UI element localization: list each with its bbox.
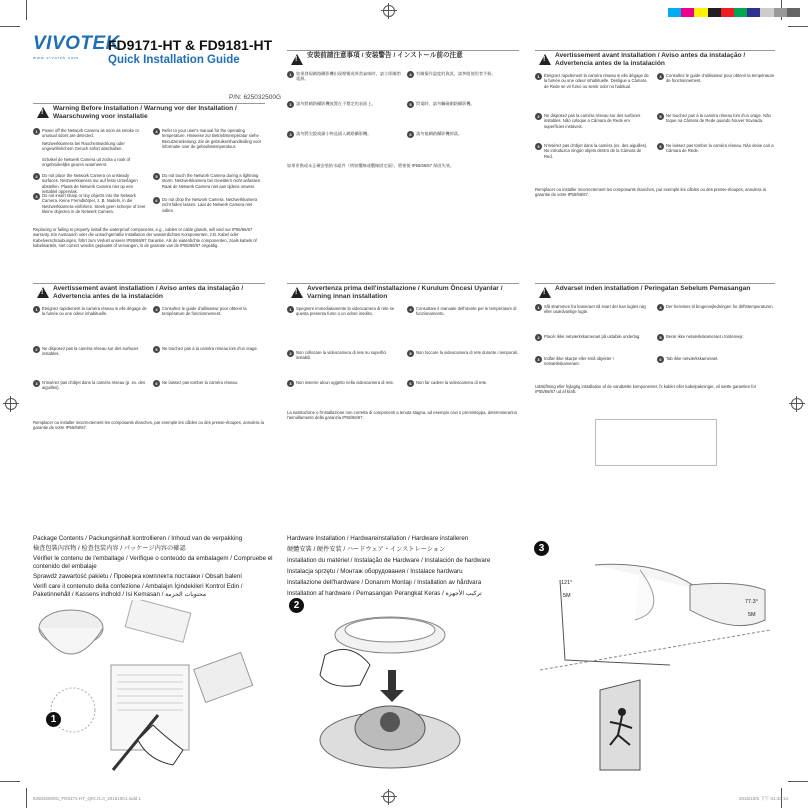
hardware-line: Instalacja sprzętu / Монтаж оборудования / Instalace hardwaru <box>287 568 463 575</box>
item-number: 5 <box>407 101 414 108</box>
item-number: 5 <box>153 346 160 353</box>
package-illustration <box>33 600 273 780</box>
item-number: 4 <box>153 306 160 313</box>
hardware-line: Installazione dell'hardware / Donanım Montajı / Installation av hårdvara <box>287 579 482 586</box>
package-line: Verifi care il contenuto della confezione / Ambalajın İçindekileri Kontrol Edin / Paketinnehåll / Kassens indhold / Isi Kemasan / محتويات الحزمة <box>33 583 243 598</box>
warranty-card-image <box>194 652 253 702</box>
item-number: 5 <box>657 334 664 341</box>
warning-item: Éteignez rapidement la caméra réseau si elle dégage de la fumée ou une odeur inhabituelle. Desligue a Câmara de Rede se vir fumo ou sentir odor no habitual. <box>544 73 649 89</box>
item-number: 3 <box>33 193 40 200</box>
item-number: 2 <box>33 173 40 180</box>
hardware-illustration <box>290 610 520 780</box>
warning-item: 有關操作溫度的資訊，請參閱使用者手冊。 <box>416 71 496 76</box>
item-number: 5 <box>657 113 664 120</box>
warning-section-cjk <box>287 50 519 261</box>
item-number: 6 <box>657 356 664 363</box>
warning-note: 如果更換或未正確安裝防水組件（例如纜線或纜線固定頭），將會使 IP55/66/67 保固失效。 <box>287 163 455 168</box>
warning-item: Non far cadere la videocamera di rete. <box>416 380 488 385</box>
warning-item: Ne disposez pas la caméra réseau sur des surfaces instables. <box>42 346 139 357</box>
section-title: Avertissement avant installation / Aviso antes da instalação / Advertencia antes de la instalación <box>53 285 244 300</box>
footer-timestamp: 2015/10/5 下午 01:33:14 <box>738 796 788 801</box>
color-swatch <box>681 8 694 17</box>
warning-item: Ne laissez pas tomber la caméra réseau. Não deixe cair a Câmara de Rede. <box>666 143 774 154</box>
warning-item: N'insérez pas d'objet dans la caméra (ex. des aiguilles). No introduzca ningún objeto dentro de la Cámara de Red. <box>544 143 648 159</box>
package-line: Package Contents / Packungsinhalt kontrollieren / Inhoud van de verpakking <box>33 535 243 542</box>
warning-item: Non collocare la videocamera di rete su superfici instabili. <box>296 350 387 361</box>
warning-icon <box>539 54 551 65</box>
dimension-distance: 5M <box>563 593 571 599</box>
item-number: 6 <box>407 131 414 138</box>
warning-item: Ne touchez pas à la caméra réseau lors d'un orage. <box>162 346 259 351</box>
item-number: 5 <box>407 350 414 357</box>
warning-note: Remplacer ou installer incorrectement les composants étanches, par exemple les câbles ou des presse-étoupes, annulera la garantie de votre IP55/66/67. <box>33 420 264 431</box>
warning-item: Schakel de Netwerk Camera uit zodra u rook of ongebruikelijke geuren waarneemt. <box>42 157 130 168</box>
arabic-warning-box <box>595 419 717 466</box>
warning-item: Consultez le guide d'utilisateur pour obtenir la température de fonctionnement. <box>162 306 247 317</box>
warning-section-id <box>535 283 775 469</box>
warning-item: Ne laissez pas tomber la caméra réseau. <box>162 380 239 385</box>
warning-item: Placér ikke netværkskameraet på ustabile underlag. <box>544 334 641 339</box>
warning-item: N'insérez pas d'objet dans la caméra réseau (p. ex. des aiguilles). <box>42 380 146 391</box>
warning-icon <box>291 54 303 65</box>
warning-section-fr <box>535 50 775 221</box>
item-number: 1 <box>287 71 294 78</box>
item-number: 2 <box>535 334 542 341</box>
dimension-angle: 121° <box>561 580 573 586</box>
accessory-bag-image <box>125 600 191 642</box>
item-number: 4 <box>657 73 664 80</box>
section-title: Advarsel inden installation / Peringatan Sebelum Pemasangan <box>555 285 751 292</box>
warning-item: Spegnere immediatamente la videocamera di rete se questa presenta fumo o un odore insolito. <box>296 306 395 317</box>
warning-section-de <box>33 103 265 274</box>
warning-item: 請勿使網路攝影機掉落。 <box>416 131 463 136</box>
crop-mark <box>0 781 20 782</box>
step-number-1: 1 <box>46 712 61 727</box>
warning-item: Ne touchez pas à la caméra réseau lors d'un orage. Não toque na Câmara de Rede quando houver trovoada. <box>666 113 771 124</box>
warning-note: Remplacer ou installer incorrectement les composants étanches, par exemple les câbles ou des presse-étoupes, annulera la garantie de votre IP55/66/67. <box>535 187 766 198</box>
item-number: 2 <box>535 113 542 120</box>
warning-item: 請勿將網路攝影機放置在不穩定的表面上。 <box>296 101 376 106</box>
hardware-line: Installation du matériel / Instalação de Hardware / Instalación de hardware <box>287 557 491 564</box>
warning-note: Udskiftning eller fejlagtig installation af de vandtætte komponenter, fx kabler eller kabelpakninger, vil sætte garantien for IP55/66/67 ud af kraft. <box>535 384 757 395</box>
crop-mark <box>0 26 20 27</box>
color-swatch <box>734 8 747 17</box>
color-bar <box>668 8 800 17</box>
item-number: 1 <box>33 306 40 313</box>
warning-item: Tab ikke netværkskameraet. <box>666 356 719 361</box>
section-title: Avertissement avant installation / Aviso antes da instalação / Advertencia antes de la instalación <box>555 52 746 67</box>
section-title: 安裝前請注意事項 / 安装警告 / インストール前の注意 <box>307 52 463 59</box>
registration-mark <box>791 398 803 410</box>
warning-item: Do not place the Network Camera on unsteady surfaces. Netzwerkkamera nur auf feste Unterlagen abstellen. Plaats de Netwerk Camera niet op een instabiel oppervlak. <box>42 173 138 194</box>
item-number: 1 <box>287 306 294 313</box>
warning-item: Non inserire alcun oggetto nella videocamera di rete. <box>296 380 394 385</box>
registration-mark <box>5 398 17 410</box>
item-number: 2 <box>287 350 294 357</box>
wall-line <box>560 580 670 665</box>
color-swatch <box>708 8 721 17</box>
item-number: 6 <box>407 380 414 387</box>
item-number: 2 <box>33 346 40 353</box>
warning-item: 如果發現網路攝影機出現煙霧或異常氣味時，請立即關閉電源。 <box>296 71 401 82</box>
arrow-down-icon <box>380 670 404 702</box>
dimension-distance: 5M <box>748 612 756 618</box>
warning-item: Éteignez rapidement la caméra réseau si elle dégage de la fumée ou une odeur inhabituelle. <box>42 306 147 317</box>
warning-icon <box>291 287 303 298</box>
package-line: Sprawdź zawartość pakietu / Проверка комплекта поставки / Obsah balení <box>33 573 242 580</box>
item-number: 4 <box>407 71 414 78</box>
color-swatch <box>694 8 707 17</box>
warning-section-it <box>287 283 519 469</box>
item-number: 3 <box>33 380 40 387</box>
section-title: Avvertenza prima dell'installazione / Kurulum Öncesi Uyarılar / Varning innan installation <box>307 285 503 300</box>
item-number: 3 <box>287 131 294 138</box>
crop-mark <box>26 788 27 808</box>
item-number: 6 <box>657 143 664 150</box>
registration-mark <box>383 791 395 803</box>
warning-note: La sostituzione o l'installazione non corretta di componenti a tenuta stagna, ad esempio cavi o premistoppa, determineranno l'annullamento della garanzia IP55/66/67. <box>287 410 518 421</box>
item-number: 5 <box>153 173 160 180</box>
warning-item: Non toccare la videocamera di rete durante i temporali. <box>416 350 518 355</box>
part-number: P/N: 625032500G <box>229 94 282 101</box>
item-number: 3 <box>535 356 542 363</box>
hardware-line: Installation af hardware / Pemasangan Perangkat Keras / تركيب الأجهزة <box>287 590 482 597</box>
item-number: 3 <box>287 380 294 387</box>
color-swatch <box>774 8 787 17</box>
item-number: 4 <box>657 304 664 311</box>
warning-item: 閃電時，請勿觸碰網路攝影機。 <box>416 101 475 106</box>
item-number: 1 <box>535 304 542 311</box>
footer-file: 625032500G_FD9171-HT_QIG.r1.0_20151001.indd 1 <box>33 796 141 801</box>
warning-note: Replacing or failing to properly install the waterproof components, e.g., cables or cable glands, will void our IP55/66/67 warranty. Ein Austausch oder die unsachgemäße Installation der wasserdichten Komponenten, z.B. Kabel oder Kabelverschraubungen, führt zum Verlust unserer IP55/66/67 Garantie. Als de waterdichte componenten, zoals kabels of kabelwartels, niet correct worden geplaatst of vervangen, is de garantie van de IP55/66/67 ongeldig. <box>33 227 257 248</box>
hardware-line: Hardware Installation / Hardwareinstallation / Hardware installeren <box>287 535 469 542</box>
warning-item: Do not insert sharp or tiny objects into the Network Camera. Keine Fremdkörper, z. B. Nadeln, in die Netzwerkkamera einführen. Steek geen scherpe of zeer kleine objecten in de Netwerk Camera. <box>42 193 146 214</box>
crop-mark <box>788 781 808 782</box>
warning-item: Ne disposez pas la caméra réseau sur des surfaces instables. Não coloque a Câmara de Rede em superfícies instáveis. <box>544 113 641 129</box>
warning-item: Slå strømmen fra kameraet så snart der kan lugtes røg eller usædvanlige lugte. <box>544 304 646 315</box>
color-swatch <box>787 8 800 17</box>
brand-url: www.vivotek.com <box>33 55 79 60</box>
page-title: FD9171-HT & FD9181-HT <box>108 37 273 53</box>
warning-item: Do not touch the Network Camera during a lightning storm. Netzwerkkamera bei Gewittern nicht anfassen. Raak de Netwerk Camera niet aan tijdens onweer. <box>162 173 262 189</box>
hand-image <box>320 649 370 686</box>
crop-mark <box>26 0 27 20</box>
warning-item: Berør ikke netværkskameraet i tordenvejr. <box>666 334 744 339</box>
step-number-2: 2 <box>289 598 304 613</box>
warning-item: Do not drop the Network Camera. Netzwerkkamera nicht fallen lassen. Laat de Netwerk Camera niet vallen. <box>162 197 258 213</box>
warning-item: Der henvises til brugervejledningen for driftstemperaturen. <box>666 304 774 309</box>
item-number: 4 <box>407 306 414 313</box>
item-number: 1 <box>33 128 40 135</box>
warning-icon <box>539 287 551 298</box>
warning-item: Refer to your user's manual for the operating temperature. Hinweise zur Betriebstemperatur siehe Benutzeranleitung. Zie de gebruikershandleiding voor informatie over de gebruikstemperatuur. <box>162 128 262 149</box>
mounting-diagram <box>540 540 775 785</box>
color-swatch <box>747 8 760 17</box>
package-line: 檢查包裝內容物 / 检查包装内容 / パッケージ内容の確認 <box>33 545 186 552</box>
step-number-3: 3 <box>534 541 549 556</box>
item-number: 6 <box>153 380 160 387</box>
item-number: 2 <box>287 101 294 108</box>
warning-section-fr-2 <box>33 283 265 469</box>
item-number: 4 <box>153 128 160 135</box>
warning-item: Netzwerkkamera bei Rauchentwicklung oder ungewöhnlichem Geruch sofort abschalten. <box>42 141 125 152</box>
warning-item: Consultez le guide d'utilisateur pour obtenir la température de fonctionnement. <box>666 73 775 84</box>
brand-logo: VIVOTEK <box>33 33 120 54</box>
item-number: 6 <box>153 197 160 204</box>
item-number: 3 <box>535 143 542 150</box>
warning-icon <box>37 287 49 298</box>
page-subtitle: Quick Installation Guide <box>108 54 240 66</box>
package-line: Vérifier le contenu de l'emballage / Verifique o conteúdo da embalagem / Compruebe el contenido del embalaje <box>33 555 273 570</box>
hardware-line: 硬體安裝 / 硬件安装 / ハードウェア・インストレーション <box>287 546 446 553</box>
registration-mark <box>383 5 395 17</box>
color-swatch <box>760 8 773 17</box>
color-swatch <box>668 8 681 17</box>
crop-mark <box>788 26 808 27</box>
dimension-angle: 77.3° <box>745 599 758 605</box>
color-swatch <box>721 8 734 17</box>
warning-item: Power off the Network Camera as soon as smoke or unusual odors are detected. <box>42 128 139 139</box>
warning-item: Consultare il manuale dell'utente per le temperature di funzionamento. <box>416 306 517 317</box>
item-number: 1 <box>535 73 542 80</box>
warning-item: 請勿將尖銳或細小物品插入網路攝影機。 <box>296 131 372 136</box>
warning-item: Indfør ikke skarpe eller små objekter i netværkskameraet. <box>544 356 614 367</box>
warning-icon <box>37 107 49 118</box>
section-title: Warning Before Installation / Warnung vor der Installation / Waarschuwing voor installatie <box>53 105 237 120</box>
